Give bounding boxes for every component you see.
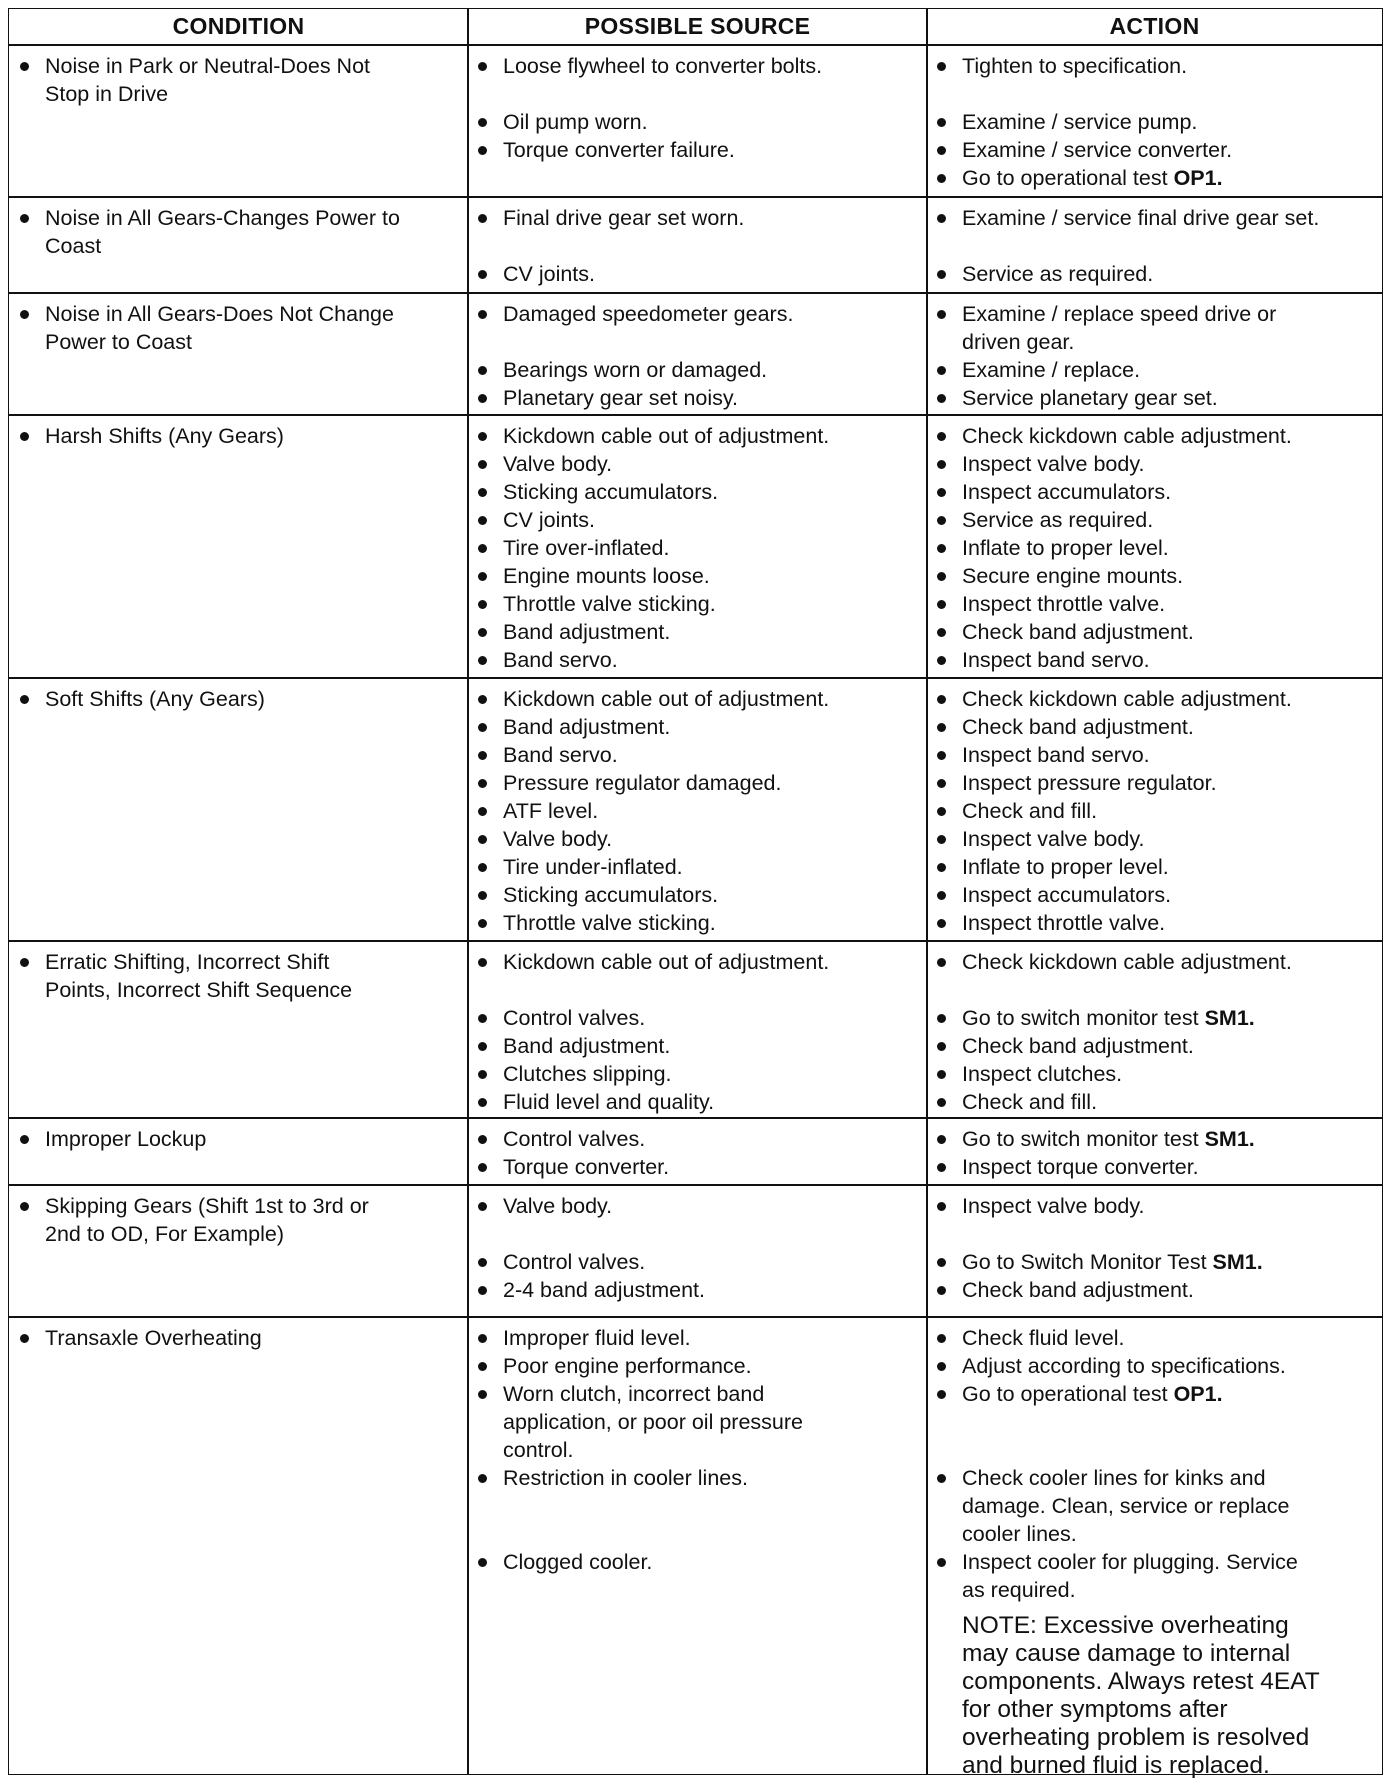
action-item-line: Tighten to specification. <box>962 54 1188 78</box>
action-item-line: cooler lines. <box>962 1522 1077 1546</box>
source-item-line: Control valves. <box>503 1250 646 1274</box>
header-action: ACTION <box>1109 13 1200 39</box>
action-item-line: Check fluid level. <box>962 1326 1125 1350</box>
source-item-bullet <box>478 723 487 732</box>
source-item-bullet <box>478 488 487 497</box>
action-item-line: as required. <box>962 1578 1076 1602</box>
source-item-line: Worn clutch, incorrect band <box>503 1382 765 1406</box>
source-item-bullet <box>478 432 487 441</box>
action-item-line: Check band adjustment. <box>962 1278 1194 1302</box>
note-line: for other symptoms after <box>962 1696 1228 1723</box>
action-item-bullet <box>937 270 946 279</box>
action-item-line: Inspect valve body. <box>962 1194 1145 1218</box>
action-item-line: Check and fill. <box>962 1090 1098 1114</box>
source-item-line: Final drive gear set worn. <box>503 206 745 230</box>
action-item-line: Check band adjustment. <box>962 620 1194 644</box>
condition-line: Improper Lockup <box>45 1127 207 1151</box>
condition-line: Noise in Park or Neutral-Does Not <box>45 54 371 78</box>
condition-line: Stop in Drive <box>45 82 169 106</box>
header-condition: CONDITION <box>172 13 305 39</box>
condition-line: Skipping Gears (Shift 1st to 3rd or <box>45 1194 369 1218</box>
source-item-line: Band adjustment. <box>503 715 671 739</box>
source-item-line: Oil pump worn. <box>503 110 648 134</box>
action-item-bullet <box>937 146 946 155</box>
source-item-bullet <box>478 835 487 844</box>
action-item-line: Inspect clutches. <box>962 1062 1123 1086</box>
action-item-bullet <box>937 1334 946 1343</box>
action-item-test-code: OP1. <box>1173 166 1223 190</box>
condition-cell <box>8 414 469 679</box>
action-item-line: Check band adjustment. <box>962 715 1194 739</box>
action-item-bullet <box>937 1163 946 1172</box>
source-item-line: Torque converter. <box>503 1155 670 1179</box>
action-item-bullet <box>937 1202 946 1211</box>
action-item-bullet <box>937 488 946 497</box>
action-item-line: Go to switch monitor test SM1. <box>962 1006 1255 1030</box>
action-item-line: Service planetary gear set. <box>962 386 1218 410</box>
note-line: and burned fluid is replaced. <box>962 1752 1270 1779</box>
action-item-line: Inspect throttle valve. <box>962 911 1166 935</box>
source-item-bullet <box>478 146 487 155</box>
source-item-bullet <box>478 1163 487 1172</box>
action-item-bullet <box>937 807 946 816</box>
condition-line: Points, Incorrect Shift Sequence <box>45 978 353 1002</box>
action-item-bullet <box>937 1286 946 1295</box>
action-item-line: Inspect valve body. <box>962 452 1145 476</box>
action-item-bullet <box>937 1474 946 1483</box>
source-item-line: Engine mounts loose. <box>503 564 710 588</box>
action-item-bullet <box>937 516 946 525</box>
source-item-line: Control valves. <box>503 1006 646 1030</box>
action-item-bullet <box>937 118 946 127</box>
action-item-bullet <box>937 600 946 609</box>
action-item-line: Check band adjustment. <box>962 1034 1194 1058</box>
source-item-bullet <box>478 1014 487 1023</box>
action-item-line: Inspect accumulators. <box>962 480 1172 504</box>
action-item-bullet <box>937 751 946 760</box>
action-item-line: Inspect torque converter. <box>962 1155 1199 1179</box>
source-item-line: Kickdown cable out of adjustment. <box>503 424 830 448</box>
action-item-bullet <box>937 1070 946 1079</box>
source-item-bullet <box>478 919 487 928</box>
condition-line: Noise in All Gears-Changes Power to <box>45 206 400 230</box>
condition-bullet <box>20 958 29 967</box>
condition-bullet <box>20 62 29 71</box>
header-possible-source: POSSIBLE SOURCE <box>584 13 811 39</box>
action-item-bullet <box>937 1258 946 1267</box>
action-item-bullet <box>937 1135 946 1144</box>
source-item-line: Bearings worn or damaged. <box>503 358 768 382</box>
source-item-line: Band adjustment. <box>503 1034 671 1058</box>
source-item-bullet <box>478 394 487 403</box>
source-item-bullet <box>478 460 487 469</box>
note-line: components. Always retest 4EAT <box>962 1668 1320 1695</box>
source-item-line: application, or poor oil pressure <box>503 1410 803 1434</box>
source-item-line: Control valves. <box>503 1127 646 1151</box>
source-item-bullet <box>478 656 487 665</box>
source-item-line: Sticking accumulators. <box>503 883 719 907</box>
action-item-bullet <box>937 628 946 637</box>
source-item-bullet <box>478 958 487 967</box>
condition-line: Harsh Shifts (Any Gears) <box>45 424 284 448</box>
source-item-bullet <box>478 807 487 816</box>
action-item-bullet <box>937 835 946 844</box>
action-item-line: Inspect band servo. <box>962 648 1150 672</box>
source-item-bullet <box>478 1362 487 1371</box>
condition-bullet <box>20 310 29 319</box>
condition-line: Erratic Shifting, Incorrect Shift <box>45 950 330 974</box>
source-item-bullet <box>478 1286 487 1295</box>
source-item-bullet <box>478 1558 487 1567</box>
source-item-line: Improper fluid level. <box>503 1326 691 1350</box>
action-item-line: Inflate to proper level. <box>962 536 1169 560</box>
action-item-bullet <box>937 723 946 732</box>
note-line: may cause damage to internal <box>962 1640 1291 1667</box>
source-item-bullet <box>478 366 487 375</box>
action-item-line: Go to Switch Monitor Test SM1. <box>962 1250 1263 1274</box>
condition-bullet <box>20 1135 29 1144</box>
condition-line: Noise in All Gears-Does Not Change <box>45 302 394 326</box>
action-item-bullet <box>937 656 946 665</box>
action-item-line: Inflate to proper level. <box>962 855 1169 879</box>
action-item-bullet <box>937 544 946 553</box>
condition-line: Coast <box>45 234 102 258</box>
action-item-line: Check cooler lines for kinks and <box>962 1466 1266 1490</box>
action-item-bullet <box>937 174 946 183</box>
source-item-line: Tire under-inflated. <box>503 855 683 879</box>
action-item-line: Check kickdown cable adjustment. <box>962 424 1292 448</box>
action-item-bullet <box>937 1558 946 1567</box>
source-item-bullet <box>478 270 487 279</box>
source-item-bullet <box>478 1258 487 1267</box>
action-item-line: Examine / service converter. <box>962 138 1233 162</box>
action-item-test-code: SM1. <box>1204 1006 1255 1030</box>
action-item-test-code: SM1. <box>1204 1127 1255 1151</box>
source-item-line: Kickdown cable out of adjustment. <box>503 950 830 974</box>
action-item-line: Go to operational test OP1. <box>962 1382 1223 1406</box>
action-item-line: Secure engine mounts. <box>962 564 1184 588</box>
source-item-line: Planetary gear set noisy. <box>503 386 739 410</box>
source-item-bullet <box>478 1390 487 1399</box>
source-item-bullet <box>478 516 487 525</box>
action-item-line: Inspect pressure regulator. <box>962 771 1217 795</box>
action-item-bullet <box>937 62 946 71</box>
action-item-line: Adjust according to specifications. <box>962 1354 1286 1378</box>
source-item-line: Valve body. <box>503 452 613 476</box>
action-item-line: damage. Clean, service or replace <box>962 1494 1290 1518</box>
note-line: overheating problem is resolved <box>962 1724 1310 1751</box>
source-item-line: Tire over-inflated. <box>503 536 670 560</box>
action-item-line: Service as required. <box>962 262 1154 286</box>
action-item-bullet <box>937 310 946 319</box>
source-item-line: Clogged cooler. <box>503 1550 653 1574</box>
source-item-line: Damaged speedometer gears. <box>503 302 794 326</box>
condition-line: 2nd to OD, For Example) <box>45 1222 284 1246</box>
source-item-line: Clutches slipping. <box>503 1062 672 1086</box>
action-item-line: Inspect accumulators. <box>962 883 1172 907</box>
action-item-bullet <box>937 394 946 403</box>
condition-bullet <box>20 214 29 223</box>
action-item-bullet <box>937 1362 946 1371</box>
action-item-test-code: OP1. <box>1173 1382 1223 1406</box>
source-item-line: 2-4 band adjustment. <box>503 1278 705 1302</box>
condition-line: Transaxle Overheating <box>45 1326 262 1350</box>
action-item-bullet <box>937 572 946 581</box>
source-item-bullet <box>478 891 487 900</box>
action-item-line: Examine / service final drive gear set. <box>962 206 1320 230</box>
action-item-line: Examine / replace speed drive or <box>962 302 1277 326</box>
source-item-line: Torque converter failure. <box>503 138 735 162</box>
action-item-bullet <box>937 366 946 375</box>
action-item-line: Examine / replace. <box>962 358 1141 382</box>
source-item-bullet <box>478 695 487 704</box>
condition-cell <box>8 1316 469 1775</box>
action-item-line: Inspect cooler for plugging. Service <box>962 1550 1298 1574</box>
action-item-line: Go to operational test OP1. <box>962 166 1223 190</box>
source-item-line: Band adjustment. <box>503 620 671 644</box>
source-item-bullet <box>478 863 487 872</box>
action-item-bullet <box>937 891 946 900</box>
condition-bullet <box>20 1202 29 1211</box>
action-item-bullet <box>937 958 946 967</box>
condition-cell <box>8 677 469 942</box>
action-item-line: Service as required. <box>962 508 1154 532</box>
condition-bullet <box>20 695 29 704</box>
action-item-line: Examine / service pump. <box>962 110 1198 134</box>
action-item-bullet <box>937 863 946 872</box>
source-item-bullet <box>478 572 487 581</box>
source-item-line: ATF level. <box>503 799 599 823</box>
source-item-line: Kickdown cable out of adjustment. <box>503 687 830 711</box>
action-item-bullet <box>937 1014 946 1023</box>
source-item-bullet <box>478 628 487 637</box>
source-item-line: Poor engine performance. <box>503 1354 752 1378</box>
source-item-line: Band servo. <box>503 648 618 672</box>
source-item-line: Throttle valve sticking. <box>503 592 716 616</box>
source-item-line: Sticking accumulators. <box>503 480 719 504</box>
source-item-line: Valve body. <box>503 1194 613 1218</box>
action-item-bullet <box>937 460 946 469</box>
action-item-line: Check and fill. <box>962 799 1098 823</box>
source-item-bullet <box>478 544 487 553</box>
action-item-line: Check kickdown cable adjustment. <box>962 687 1292 711</box>
source-item-bullet <box>478 751 487 760</box>
action-item-line: Inspect valve body. <box>962 827 1145 851</box>
source-item-line: Restriction in cooler lines. <box>503 1466 748 1490</box>
action-item-bullet <box>937 919 946 928</box>
source-item-bullet <box>478 1070 487 1079</box>
source-item-bullet <box>478 779 487 788</box>
action-item-test-code: SM1. <box>1212 1250 1263 1274</box>
condition-line: Power to Coast <box>45 330 192 354</box>
source-item-line: Band servo. <box>503 743 618 767</box>
source-item-line: CV joints. <box>503 262 596 286</box>
action-item-bullet <box>937 1098 946 1107</box>
source-item-line: Throttle valve sticking. <box>503 911 716 935</box>
action-item-bullet <box>937 1390 946 1399</box>
source-item-line: CV joints. <box>503 508 596 532</box>
source-item-bullet <box>478 1334 487 1343</box>
source-item-bullet <box>478 62 487 71</box>
action-item-bullet <box>937 432 946 441</box>
source-item-line: Loose flywheel to converter bolts. <box>503 54 823 78</box>
source-item-line: Fluid level and quality. <box>503 1090 715 1114</box>
action-item-line: Go to switch monitor test SM1. <box>962 1127 1255 1151</box>
source-item-bullet <box>478 1042 487 1051</box>
source-item-bullet <box>478 1474 487 1483</box>
action-item-bullet <box>937 779 946 788</box>
note-line: NOTE: Excessive overheating <box>962 1612 1289 1639</box>
source-item-line: Pressure regulator damaged. <box>503 771 782 795</box>
source-item-bullet <box>478 1135 487 1144</box>
condition-bullet <box>20 1334 29 1343</box>
action-item-bullet <box>937 695 946 704</box>
condition-line: Soft Shifts (Any Gears) <box>45 687 265 711</box>
source-item-line: Valve body. <box>503 827 613 851</box>
action-item-bullet <box>937 214 946 223</box>
source-item-bullet <box>478 1202 487 1211</box>
source-item-bullet <box>478 214 487 223</box>
action-item-line: Inspect band servo. <box>962 743 1150 767</box>
source-item-bullet <box>478 310 487 319</box>
action-item-line: Inspect throttle valve. <box>962 592 1166 616</box>
action-item-bullet <box>937 1042 946 1051</box>
source-item-bullet <box>478 600 487 609</box>
condition-bullet <box>20 432 29 441</box>
source-item-bullet <box>478 1098 487 1107</box>
action-item-line: Check kickdown cable adjustment. <box>962 950 1292 974</box>
action-item-line: driven gear. <box>962 330 1075 354</box>
source-item-line: control. <box>503 1438 574 1462</box>
source-item-bullet <box>478 118 487 127</box>
